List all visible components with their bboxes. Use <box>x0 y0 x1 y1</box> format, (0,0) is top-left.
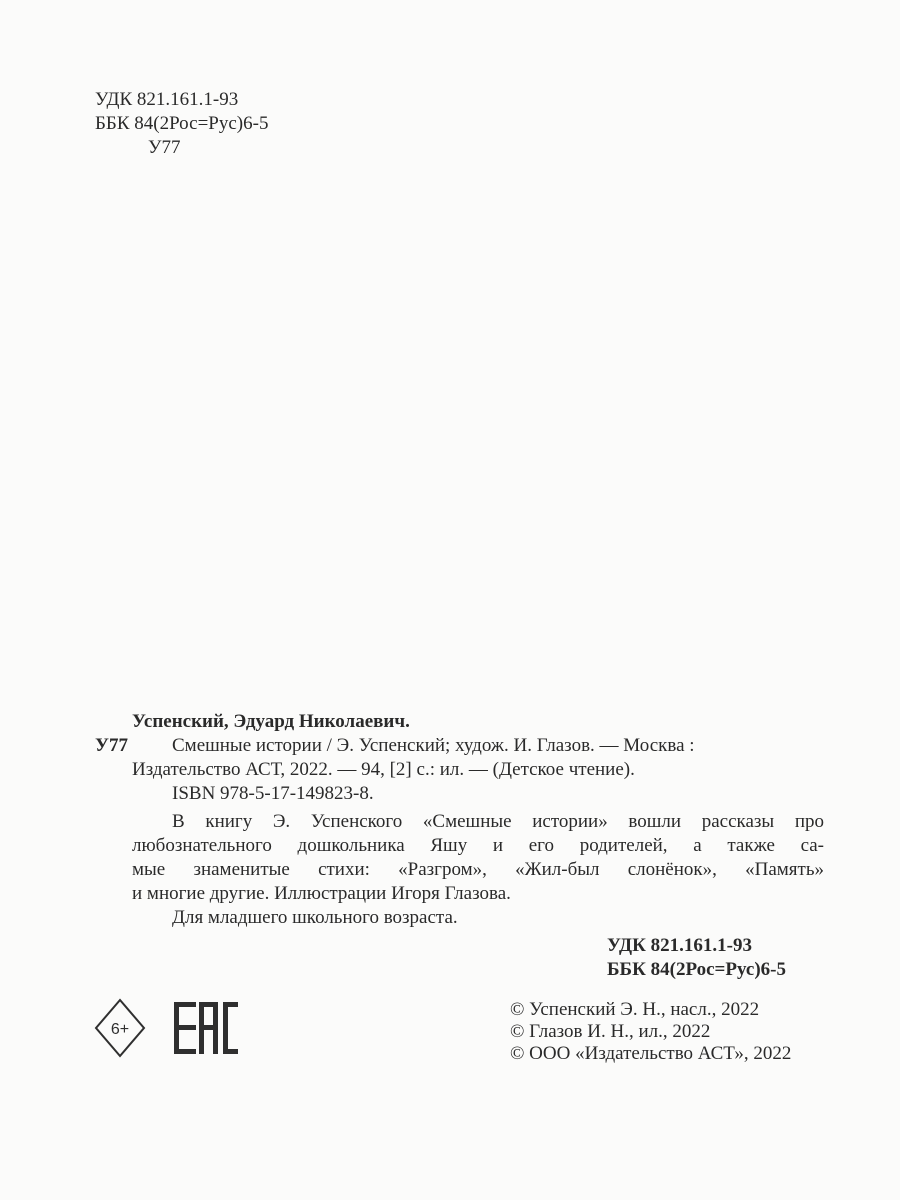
card-author-code: У77 <box>95 735 128 756</box>
top-bbk: ББК 84(2Рос=Рус)6-5 <box>95 113 269 134</box>
card-description-line-2: Издательство АСТ, 2022. — 94, [2] с.: ил. — (Детское чтение). <box>132 759 635 780</box>
card-author: Успенский, Эдуард Николаевич. <box>132 711 410 732</box>
age-rating-label: 6+ <box>110 1021 130 1038</box>
age-rating-diamond-icon <box>92 996 252 1060</box>
card-udk: УДК 821.161.1-93 <box>607 935 752 956</box>
annotation-line: любознательного дошкольника Яшу и его родителей, а также са- <box>132 835 824 856</box>
annotation-line: В книгу Э. Успенского «Смешные истории» вошли рассказы про <box>172 811 824 832</box>
card-isbn: ISBN 978-5-17-149823-8. <box>172 783 374 804</box>
top-udk: УДК 821.161.1-93 <box>95 89 239 110</box>
copyright-publisher: © ООО «Издательство АСТ», 2022 <box>510 1043 792 1064</box>
card-audience: Для младшего школьного возраста. <box>172 907 458 928</box>
copyright-illustrator: © Глазов И. Н., ил., 2022 <box>510 1021 711 1042</box>
certification-marks <box>92 996 252 1060</box>
card-bbk: ББК 84(2Рос=Рус)6-5 <box>607 959 786 980</box>
annotation-line: мые знаменитые стихи: «Разгром», «Жил-был слонёнок», «Память» <box>132 859 824 880</box>
top-author-code: У77 <box>148 137 181 158</box>
copyright-author: © Успенский Э. Н., насл., 2022 <box>510 999 760 1020</box>
annotation-line: и многие другие. Иллюстрации Игоря Глазова. <box>132 883 511 904</box>
eac-mark-icon <box>174 1002 238 1054</box>
card-annotation <box>132 810 824 906</box>
card-description-line-1: Смешные истории / Э. Успенский; худож. И. Глазов. — Москва : <box>172 735 695 756</box>
